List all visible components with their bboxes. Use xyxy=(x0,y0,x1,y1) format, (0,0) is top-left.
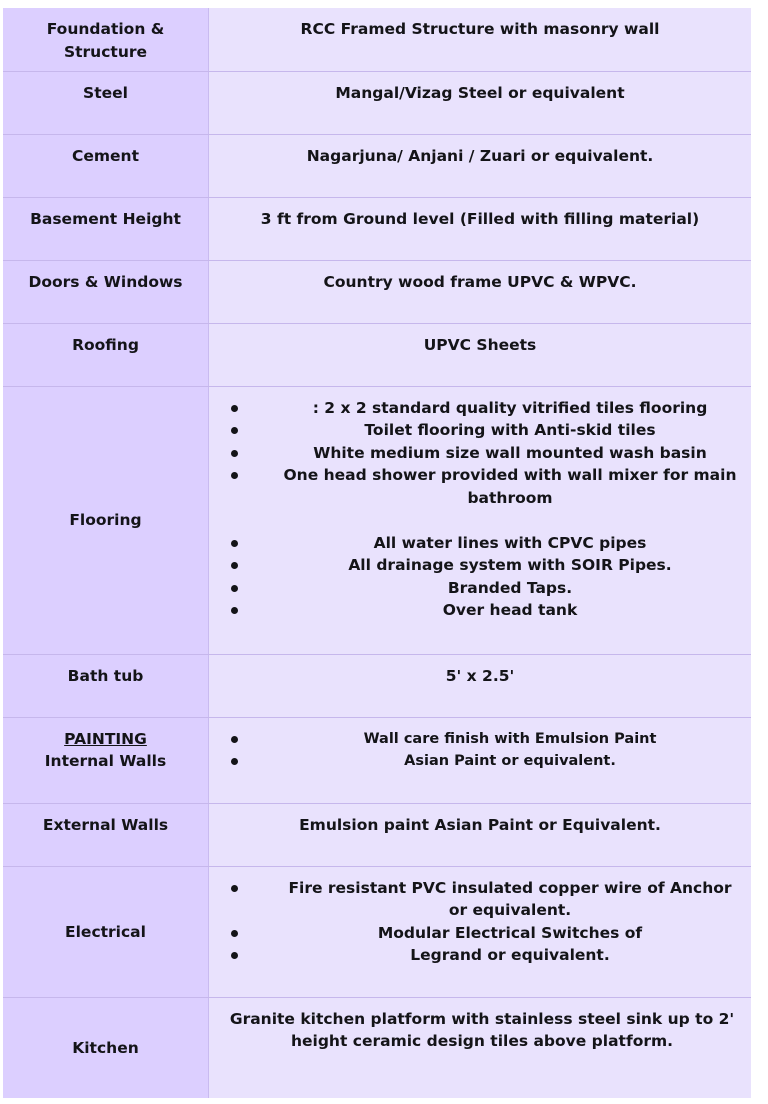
row-value: Mangal/Vizag Steel or equivalent xyxy=(209,71,752,134)
table-row xyxy=(3,71,751,134)
bullet-icon xyxy=(231,952,238,959)
list-item: Over head tank xyxy=(209,599,741,622)
row-value xyxy=(209,717,752,803)
table-row xyxy=(3,197,751,260)
flooring-list xyxy=(209,387,751,622)
specifications-table xyxy=(3,8,751,1098)
row-value xyxy=(209,866,752,997)
bullet-icon xyxy=(231,736,238,743)
row-label: Cement xyxy=(3,134,209,197)
row-value: 3 ft from Ground level (Filled with filling material) xyxy=(209,197,752,260)
row-value: RCC Framed Structure with masonry wall xyxy=(209,8,752,71)
row-label: External Walls xyxy=(3,803,209,866)
table-row xyxy=(3,803,751,866)
row-label: Bath tub xyxy=(3,654,209,717)
bullet-icon xyxy=(231,930,238,937)
row-label: Doors & Windows xyxy=(3,260,209,323)
painting-list xyxy=(209,718,751,773)
list-item: Toilet flooring with Anti-skid tiles xyxy=(209,419,741,442)
row-value: 5' x 2.5' xyxy=(209,654,752,717)
electrical-list xyxy=(209,867,751,967)
row-value: Emulsion paint Asian Paint or Equivalent. xyxy=(209,803,752,866)
bullet-icon xyxy=(231,562,238,569)
bullet-icon xyxy=(231,405,238,412)
row-value xyxy=(209,386,752,654)
table-row xyxy=(3,134,751,197)
row-label: Basement Height xyxy=(3,197,209,260)
row-value: Granite kitchen platform with stainless steel sink up to 2' height ceramic design tiles above platform. xyxy=(209,997,752,1098)
list-item: One head shower provided with wall mixer for main bathroom xyxy=(209,464,741,509)
list-spacer xyxy=(209,509,741,532)
list-item: Branded Taps. xyxy=(209,577,741,600)
list-item: Modular Electrical Switches of xyxy=(209,922,741,945)
bullet-icon xyxy=(231,540,238,547)
bullet-icon xyxy=(231,472,238,479)
row-label: PAINTING Internal Walls xyxy=(3,717,209,803)
row-label: Flooring xyxy=(3,386,209,654)
list-item: : 2 x 2 standard quality vitrified tiles flooring xyxy=(209,397,741,420)
row-label: Electrical xyxy=(3,866,209,997)
section-heading: PAINTING xyxy=(64,729,147,748)
row-label: Steel xyxy=(3,71,209,134)
list-item: White medium size wall mounted wash basin xyxy=(209,442,741,465)
bullet-icon xyxy=(231,607,238,614)
table-row xyxy=(3,654,751,717)
row-value: Nagarjuna/ Anjani / Zuari or equivalent. xyxy=(209,134,752,197)
row-value: UPVC Sheets xyxy=(209,323,752,386)
row-label: Kitchen xyxy=(3,997,209,1098)
list-item: Wall care finish with Emulsion Paint xyxy=(209,728,741,751)
row-label: Roofing xyxy=(3,323,209,386)
bullet-icon xyxy=(231,585,238,592)
bullet-icon xyxy=(231,758,238,765)
bullet-icon xyxy=(231,450,238,457)
table-row xyxy=(3,717,751,803)
bullet-icon xyxy=(231,427,238,434)
list-item: Asian Paint or equivalent. xyxy=(209,750,741,773)
bullet-icon xyxy=(231,885,238,892)
row-label: Foundation & Structure xyxy=(3,8,209,71)
table-row xyxy=(3,8,751,71)
list-item: Legrand or equivalent. xyxy=(209,944,741,967)
table-row xyxy=(3,997,751,1098)
table-row xyxy=(3,386,751,654)
list-item: All water lines with CPVC pipes xyxy=(209,532,741,555)
list-item: Fire resistant PVC insulated copper wire of Anchor or equivalent. xyxy=(209,877,741,922)
list-item: All drainage system with SOIR Pipes. xyxy=(209,554,741,577)
table-row xyxy=(3,260,751,323)
row-value: Country wood frame UPVC & WPVC. xyxy=(209,260,752,323)
table-row xyxy=(3,866,751,997)
table-row xyxy=(3,323,751,386)
